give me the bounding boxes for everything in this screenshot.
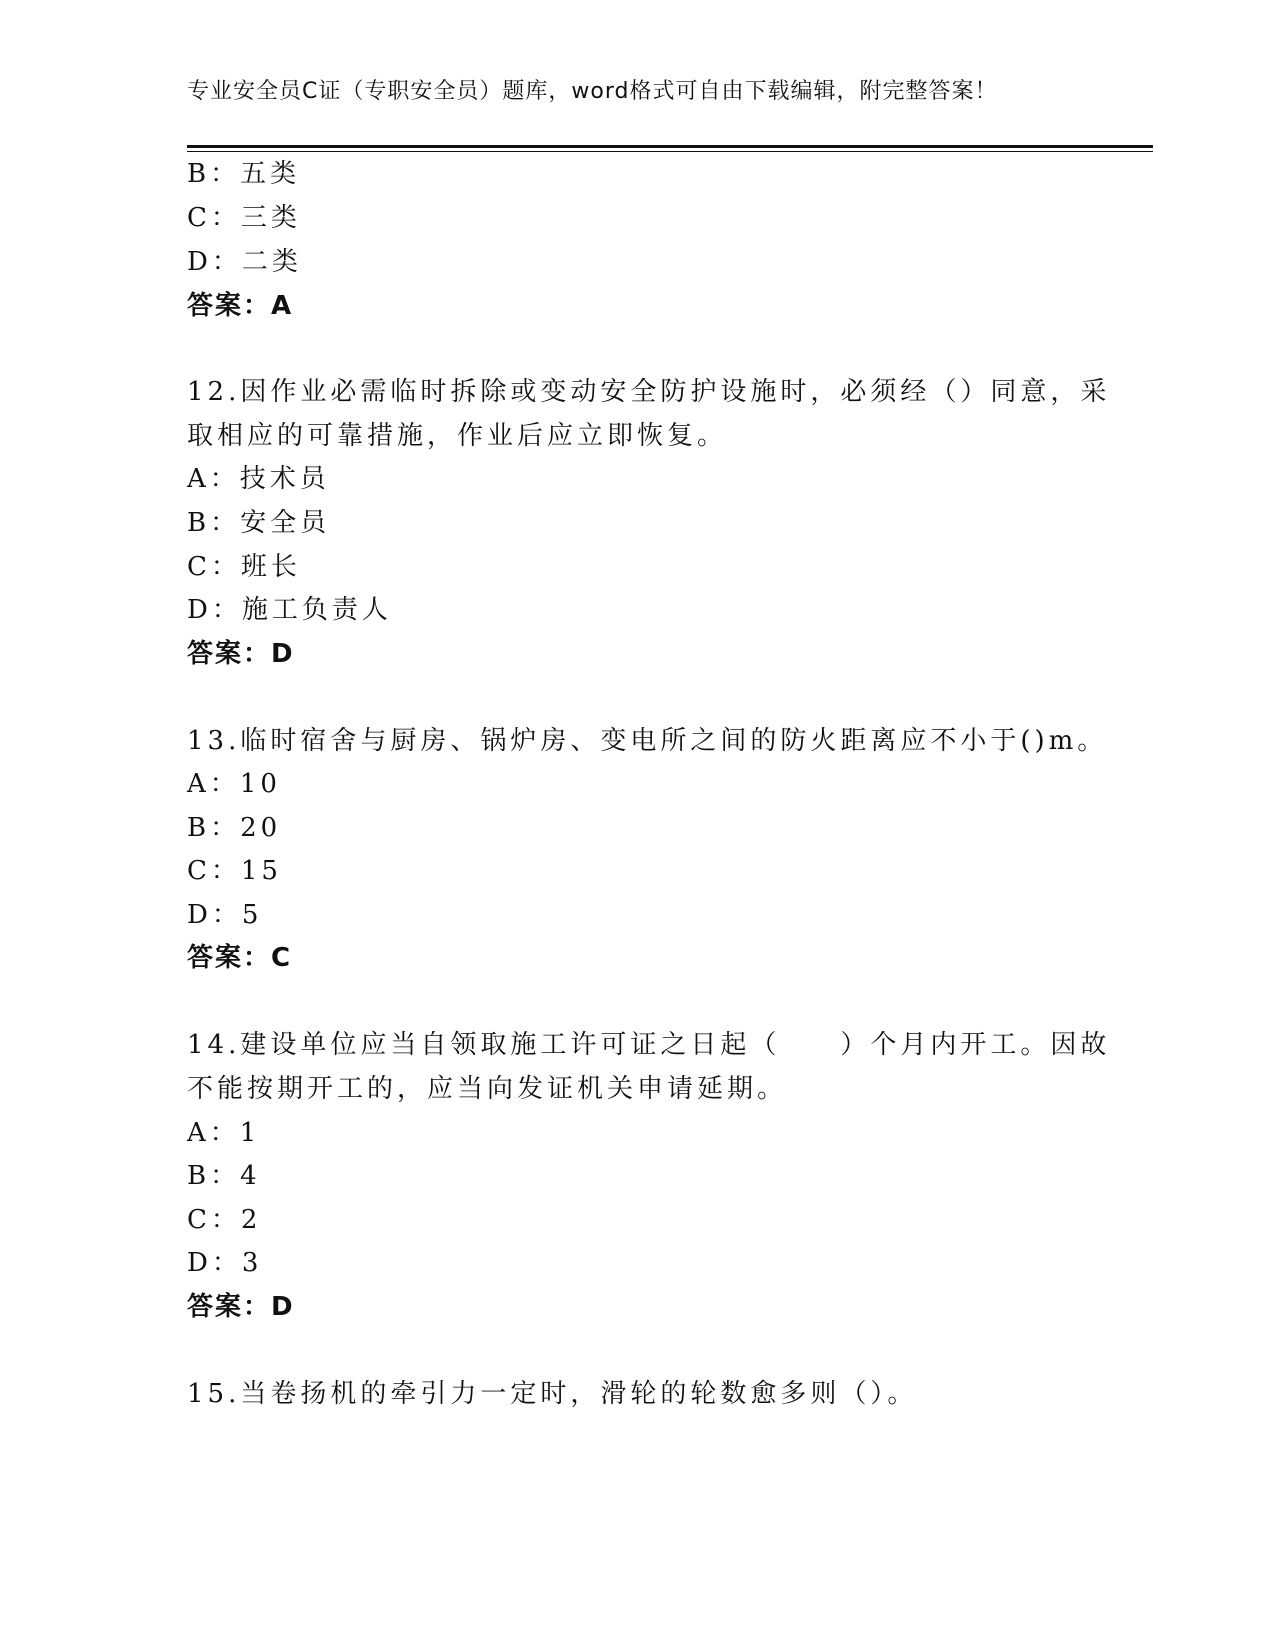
question-text: 13.临时宿舍与厨房、锅炉房、变电所之间的防火距离应不小于()m。	[187, 726, 1108, 756]
page-header: 专业安全员C证（专职安全员）题库，word格式可自由下载编辑，附完整答案！	[187, 79, 998, 104]
option-line: A：技术员	[187, 464, 330, 494]
answer-line: 答案：D	[187, 1292, 295, 1322]
question-text: 不能按期开工的，应当向发证机关申请延期。	[187, 1074, 788, 1104]
option-line: B：20	[187, 813, 282, 843]
option-line: B：安全员	[187, 508, 331, 538]
option-line: D：施工负责人	[187, 595, 392, 625]
answer-line: 答案：C	[187, 943, 293, 973]
option-line: D：二类	[187, 247, 302, 277]
option-line: D：3	[187, 1248, 263, 1278]
option-line: C：三类	[187, 203, 301, 233]
option-line: A：10	[187, 769, 281, 799]
question-text: 15.当卷扬机的牵引力一定时，滑轮的轮数愈多则（）。	[187, 1379, 918, 1409]
option-line: C：15	[187, 856, 282, 886]
option-line: D：5	[187, 900, 263, 930]
option-line: A：1	[187, 1118, 261, 1148]
option-line: B：五类	[187, 159, 301, 189]
option-line: C：班长	[187, 552, 301, 582]
question-text: 14.建设单位应当自领取施工许可证之日起（ ）个月内开工。因故	[187, 1030, 1111, 1060]
question-text: 12.因作业必需临时拆除或变动安全防护设施时，必须经（）同意，采	[187, 377, 1111, 407]
question-text: 取相应的可靠措施，作业后应立即恢复。	[187, 421, 728, 451]
header-rule-thin	[187, 151, 1153, 152]
option-line: C：2	[187, 1205, 262, 1235]
header-rule-thick	[187, 145, 1153, 148]
answer-line: 答案：D	[187, 639, 295, 669]
answer-line: 答案：A	[187, 291, 294, 321]
option-line: B：4	[187, 1161, 261, 1191]
